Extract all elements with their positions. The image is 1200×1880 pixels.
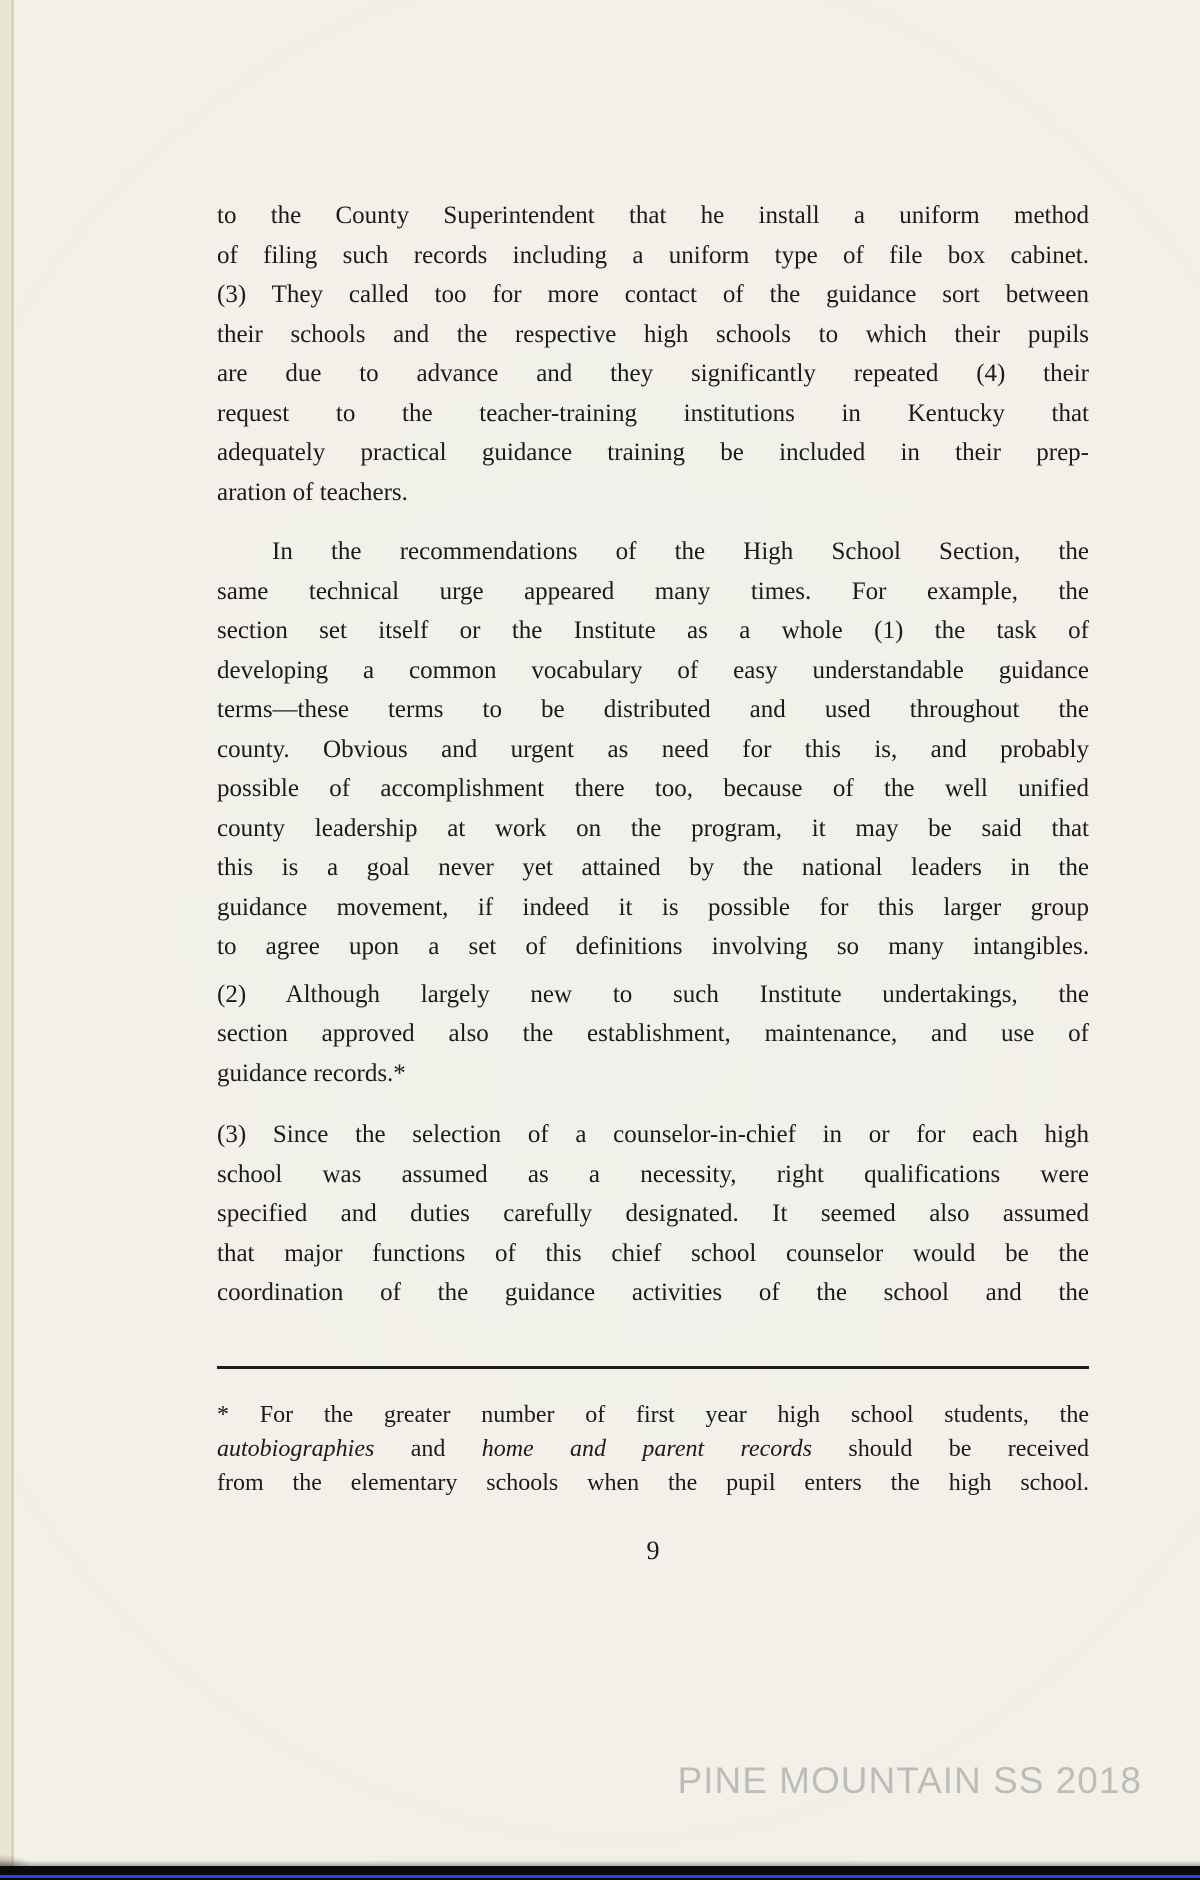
footnote-line bbox=[217, 1398, 1089, 1432]
scan-left-edge bbox=[0, 0, 11, 1880]
text-line: (3) Since the selection of a counselor-in-chief in or for each high bbox=[217, 1121, 1089, 1148]
text-line: (3) They called too for more contact of the guidance sort between bbox=[217, 281, 1089, 308]
text-line: coordination of the guidance activities of the school and the bbox=[217, 1279, 1089, 1306]
footnote-segment: should be received bbox=[812, 1436, 1089, 1462]
body-text-column bbox=[217, 196, 1089, 1313]
footnote-segment: and bbox=[374, 1436, 482, 1462]
paragraph bbox=[217, 1115, 1089, 1313]
page-number: 9 bbox=[646, 1536, 660, 1565]
text-line: In the recommendations of the High School Section, the bbox=[272, 538, 1089, 565]
text-line: specified and duties carefully designated. It seemed also assumed bbox=[217, 1200, 1089, 1227]
text-line: terms—these terms to be distributed and used throughout the bbox=[217, 696, 1089, 723]
text-line: same technical urge appeared many times. For example, the bbox=[217, 577, 1089, 605]
text-line: to the County Superintendent that he install a uniform method bbox=[217, 202, 1089, 229]
text-line: this is a goal never yet attained by the national leaders in the bbox=[217, 854, 1089, 881]
text-line: county. Obvious and urgent as need for this is, and probably bbox=[217, 735, 1089, 763]
text-line: section approved also the establishment, maintenance, and use of bbox=[217, 1020, 1089, 1047]
text-line: county leadership at work on the program, it may be said that bbox=[217, 814, 1089, 842]
text-line: guidance movement, if indeed it is possible for this larger group bbox=[217, 893, 1089, 921]
text-line: of filing such records including a uniform type of file box cabinet. bbox=[217, 241, 1089, 269]
text-line: school was assumed as a necessity, right qualifications were bbox=[217, 1160, 1089, 1188]
paragraph bbox=[217, 975, 1089, 1094]
text-line: guidance records.* bbox=[217, 1059, 406, 1087]
paragraph bbox=[217, 196, 1089, 512]
footnote-italic-segment: home and parent records bbox=[481, 1436, 813, 1462]
footnote-divider-rule bbox=[217, 1366, 1089, 1369]
footnote-segment: * For the greater number of first year high school students, the bbox=[217, 1402, 1089, 1428]
text-line: to agree upon a set of definitions involving so many intangibles. bbox=[217, 933, 1089, 960]
text-line: section set itself or the Institute as a whole (1) the task of bbox=[217, 617, 1089, 644]
text-line: request to the teacher-training institutions in Kentucky that bbox=[217, 399, 1089, 427]
page-crease-line bbox=[11, 0, 14, 1880]
text-line: their schools and the respective high schools to which their pupils bbox=[217, 320, 1089, 348]
text-line: developing a common vocabulary of easy understandable guidance bbox=[217, 656, 1089, 684]
text-line: (2) Although largely new to such Institute undertakings, the bbox=[217, 980, 1089, 1008]
text-line: possible of accomplishment there too, because of the well unified bbox=[217, 775, 1089, 802]
paragraph bbox=[217, 532, 1089, 967]
text-line: that major functions of this chief school counselor would be the bbox=[217, 1239, 1089, 1267]
text-line: are due to advance and they significantly repeated (4) their bbox=[217, 360, 1089, 387]
footnote bbox=[217, 1398, 1089, 1500]
footnote-segment: from the elementary schools when the pupil enters the high school. bbox=[217, 1470, 1089, 1496]
footnote-italic-segment: autobiographies bbox=[217, 1436, 375, 1462]
scan-bottom-band bbox=[0, 1866, 1200, 1880]
footnote-line bbox=[217, 1432, 1089, 1466]
scan-bottom-blue-line bbox=[0, 1875, 1200, 1878]
footnote-line bbox=[217, 1466, 1089, 1500]
watermark-text: PINE MOUNTAIN SS 2018 bbox=[677, 1760, 1142, 1801]
text-line: adequately practical guidance training be included in their prep- bbox=[217, 439, 1089, 466]
text-line: aration of teachers. bbox=[217, 478, 408, 506]
